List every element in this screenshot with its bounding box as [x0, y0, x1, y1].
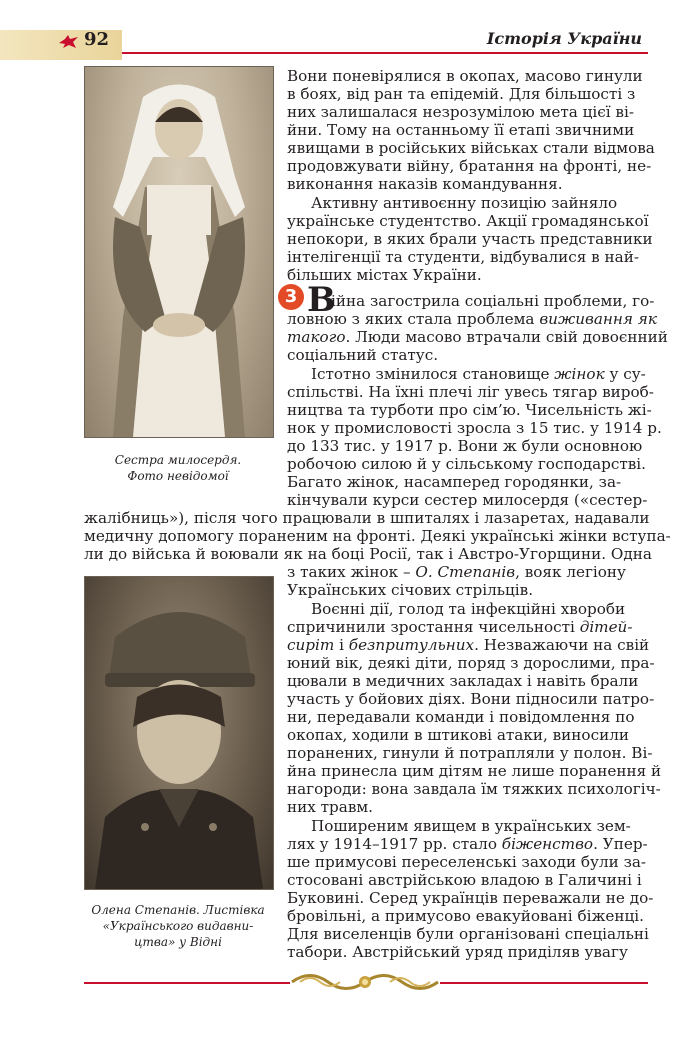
text-line: більших містах України. [287, 266, 482, 284]
footer-rule-left [84, 982, 290, 984]
text-line: спричинили зростання чисельності дітей- [287, 618, 633, 636]
text-line: Поширеним явищем в українських зем- [311, 817, 631, 835]
text-line: йна принесла цим дітям не лише поранення й [287, 762, 662, 780]
text-line: йни. Тому на останньому її етапі звичними [287, 121, 635, 139]
text-line: явищами в російських військах стали відмова [287, 139, 655, 157]
text-line: ни, передавали команди і повідомлення по [287, 708, 635, 726]
text-line: інтелігенції та студенти, відбувалися в най- [287, 248, 639, 266]
text-line: Істотно змінилося становище жінок у су- [311, 365, 646, 383]
text-line: нок у промисловості зросла з 15 тис. у 1914 р. [287, 419, 662, 437]
nurse-photo [84, 66, 274, 438]
stepaniv-photo [84, 576, 274, 890]
text-line: жалібниць»), після чого працювали в шпиталях і лазаретах, надавали [84, 509, 650, 527]
text-line: робочою силою й у сільському господарстві. [287, 455, 646, 473]
text-line: нагороди: вона завдала їм тяжких психологіч- [287, 780, 661, 798]
text-line: Активну антивоєнну позицію зайняло [311, 194, 618, 212]
text-line: участь у бойових діях. Вони підносили патро- [287, 690, 655, 708]
text-line: Українських січових стрільців. [287, 581, 534, 599]
text-line: Для виселенців були організовані спеціальні [287, 925, 649, 943]
text-line: в боях, від ран та епідемій. Для більшості з [287, 85, 636, 103]
text-line: цювали в медичних закладах і навіть брали [287, 672, 639, 690]
text-line: соціальний статус. [287, 346, 439, 364]
text-line: ли до війська й воювали як на боці Росії, так і Австро-Угорщини. Одна [84, 545, 652, 563]
text-line: юний вік, деякі діти, поряд з дорослими, пра- [287, 654, 655, 672]
text-line: бровільні, а примусово евакуйовані біженці. [287, 907, 644, 925]
footer-ornament-icon [290, 969, 440, 995]
text-line: виконання наказів командування. [287, 175, 563, 193]
running-title: Історія України [486, 29, 642, 48]
text-line: табори. Австрійський уряд приділяв увагу [287, 943, 628, 961]
page-number: 92 [84, 29, 110, 50]
text-line: окопах, ходили в штикові атаки, виносили [287, 726, 629, 744]
text-line: Воєнні дії, голод та інфекційні хвороби [311, 600, 626, 618]
text-line: стосовані австрійською владою в Галичині і [287, 871, 642, 889]
text-line: до 133 тис. у 1917 р. Вони ж були основною [287, 437, 643, 455]
text-line: Вони поневірялися в окопах, масово гинули [287, 67, 643, 85]
section-marker-3: 3 [278, 284, 304, 310]
stepaniv-photo-caption: Олена Степанів. Листівка «Українського видавни- цтва» у Відні [91, 903, 265, 949]
nurse-photo-caption: Сестра милосердя. Фото невідомої [114, 453, 242, 483]
text-line: них травм. [287, 798, 374, 816]
text-line: спільстві. На їхні плечі ліг увесь тягар вироб- [287, 383, 654, 401]
bird-icon [58, 34, 80, 50]
text-line: ловною з яких стала проблема виживання як [287, 310, 657, 328]
text-line: ійна загострила соціальні проблеми, го- [331, 292, 655, 310]
text-line: кінчували курси сестер милосердя («сестер- [287, 491, 648, 509]
header-rule [122, 52, 648, 54]
text-line: непокори, в яких брали участь представники [287, 230, 653, 248]
text-line: медичну допомогу пораненим на фронті. Деякі українські жінки вступа- [84, 527, 671, 545]
drop-cap: В [307, 280, 336, 320]
text-line: поранених, гинули й потрапляли у полон. Ві- [287, 744, 653, 762]
text-line: сиріт і безпритульних. Незважаючи на свій [287, 636, 650, 654]
text-line: ництва та турботи про сім’ю. Чисельність жі- [287, 401, 652, 419]
text-line: з таких жінок – О. Степанів, вояк легіону [287, 563, 626, 581]
text-line: продовжувати війну, братання на фронті, не- [287, 157, 652, 175]
text-line: Буковині. Серед українців переважали не до- [287, 889, 654, 907]
text-line: лях у 1914–1917 рр. стало біженство. Упер- [287, 835, 648, 853]
text-line: такого. Люди масово втрачали свій довоєнний [287, 328, 668, 346]
text-line: ше примусові переселенські заходи були за- [287, 853, 647, 871]
text-line: них залишалася незрозумілою мета цієї ві- [287, 103, 634, 121]
text-line: українське студентство. Акції громадянської [287, 212, 649, 230]
footer-rule-right [440, 982, 648, 984]
text-line: Багато жінок, насамперед городянки, за- [287, 473, 622, 491]
